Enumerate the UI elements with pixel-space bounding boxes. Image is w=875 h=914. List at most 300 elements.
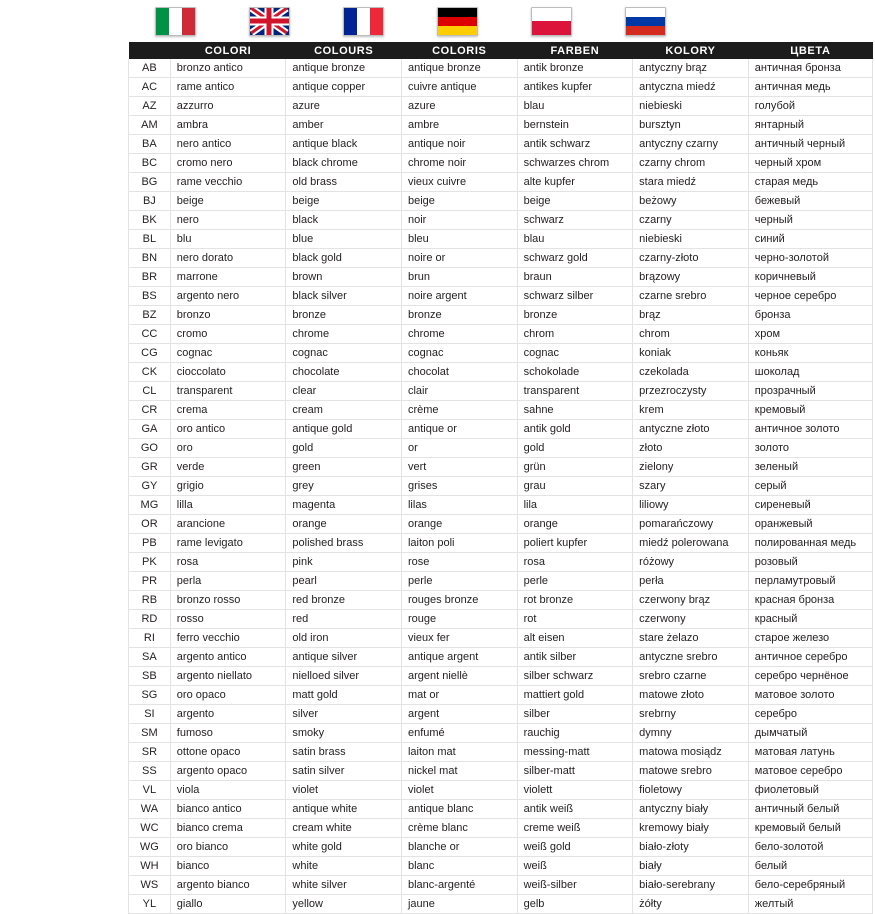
cell-code: BN [129, 249, 171, 268]
cell-french: azure [401, 97, 517, 116]
cell-french: clair [401, 382, 517, 401]
cell-italian: rame vecchio [170, 173, 286, 192]
cell-german: rosa [517, 553, 633, 572]
cell-english: silver [286, 705, 402, 724]
cell-polish: antyczne srebro [633, 648, 749, 667]
cell-code: YL [129, 895, 171, 914]
cell-russian: матовое золото [748, 686, 872, 705]
cell-german: antikes kupfer [517, 78, 633, 97]
table-row [129, 629, 873, 648]
table-row [129, 686, 873, 705]
cell-german: alte kupfer [517, 173, 633, 192]
cell-italian: bronzo rosso [170, 591, 286, 610]
cell-german: schwarz silber [517, 287, 633, 306]
cell-russian: дымчатый [748, 724, 872, 743]
cell-russian: шоколад [748, 363, 872, 382]
table-row [129, 819, 873, 838]
cell-russian: желтый [748, 895, 872, 914]
table-row [129, 439, 873, 458]
table-body [129, 59, 873, 914]
cell-english: antique black [286, 135, 402, 154]
cell-russian: матовое серебро [748, 762, 872, 781]
cell-french: vieux fer [401, 629, 517, 648]
table-row [129, 230, 873, 249]
flag-cell-france [316, 7, 410, 36]
cell-french: noire argent [401, 287, 517, 306]
cell-italian: bronzo [170, 306, 286, 325]
table-row [129, 591, 873, 610]
cell-english: clear [286, 382, 402, 401]
cell-english: nielloed silver [286, 667, 402, 686]
table-row [129, 857, 873, 876]
cell-russian: хром [748, 325, 872, 344]
table-row [129, 895, 873, 914]
cell-russian: античная медь [748, 78, 872, 97]
cell-french: chocolat [401, 363, 517, 382]
cell-code: GA [129, 420, 171, 439]
cell-german: blau [517, 230, 633, 249]
cell-code: WS [129, 876, 171, 895]
cell-french: vert [401, 458, 517, 477]
cell-german: messing-matt [517, 743, 633, 762]
cell-german: silber [517, 705, 633, 724]
cell-english: smoky [286, 724, 402, 743]
cell-russian: серебро чернёное [748, 667, 872, 686]
cell-german: sahne [517, 401, 633, 420]
column-header-english: COLOURS [286, 42, 402, 59]
cell-french: or [401, 439, 517, 458]
cell-code: CC [129, 325, 171, 344]
cell-french: ambre [401, 116, 517, 135]
cell-russian: прозрачный [748, 382, 872, 401]
cell-polish: czerwony [633, 610, 749, 629]
cell-polish: czarne srebro [633, 287, 749, 306]
cell-french: blanc-argenté [401, 876, 517, 895]
cell-polish: czerwony brąz [633, 591, 749, 610]
cell-italian: transparent [170, 382, 286, 401]
table-row [129, 781, 873, 800]
cell-english: antique silver [286, 648, 402, 667]
cell-italian: argento niellato [170, 667, 286, 686]
cell-code: CK [129, 363, 171, 382]
cell-german: grau [517, 477, 633, 496]
cell-english: cognac [286, 344, 402, 363]
table-row [129, 458, 873, 477]
cell-french: antique or [401, 420, 517, 439]
column-header-polish: KOLORY [633, 42, 749, 59]
cell-russian: черно-золотой [748, 249, 872, 268]
cell-code: GO [129, 439, 171, 458]
cell-polish: niebieski [633, 230, 749, 249]
cell-italian: lilla [170, 496, 286, 515]
cell-code: OR [129, 515, 171, 534]
cell-code: RD [129, 610, 171, 629]
table-header [129, 42, 873, 59]
table-row [129, 78, 873, 97]
cell-polish: perła [633, 572, 749, 591]
cell-russian: античный черный [748, 135, 872, 154]
cell-english: amber [286, 116, 402, 135]
cell-french: chrome [401, 325, 517, 344]
cell-italian: oro opaco [170, 686, 286, 705]
cell-french: blanche or [401, 838, 517, 857]
cell-english: pink [286, 553, 402, 572]
cell-code: BG [129, 173, 171, 192]
cell-english: matt gold [286, 686, 402, 705]
cell-code: CR [129, 401, 171, 420]
cell-english: gold [286, 439, 402, 458]
cell-english: grey [286, 477, 402, 496]
cell-german: schokolade [517, 363, 633, 382]
cell-french: orange [401, 515, 517, 534]
cell-code: WH [129, 857, 171, 876]
cell-russian: черное серебро [748, 287, 872, 306]
cell-english: white [286, 857, 402, 876]
cell-code: SS [129, 762, 171, 781]
cell-german: transparent [517, 382, 633, 401]
cell-german: gelb [517, 895, 633, 914]
cell-german: mattiert gold [517, 686, 633, 705]
cell-german: silber schwarz [517, 667, 633, 686]
cell-italian: nero dorato [170, 249, 286, 268]
table-row [129, 648, 873, 667]
cell-polish: antyczna miedź [633, 78, 749, 97]
cell-code: SI [129, 705, 171, 724]
flag-cell-united-kingdom [222, 7, 316, 36]
cell-german: cognac [517, 344, 633, 363]
cell-polish: niebieski [633, 97, 749, 116]
cell-german: weiß gold [517, 838, 633, 857]
cell-german: perle [517, 572, 633, 591]
cell-german: rot bronze [517, 591, 633, 610]
cell-italian: cognac [170, 344, 286, 363]
cell-english: antique bronze [286, 59, 402, 78]
cell-german: antik bronze [517, 59, 633, 78]
cell-code: RB [129, 591, 171, 610]
cell-russian: коньяк [748, 344, 872, 363]
cell-russian: бело-золотой [748, 838, 872, 857]
cell-italian: grigio [170, 477, 286, 496]
cell-polish: kremowy biały [633, 819, 749, 838]
cell-code: MG [129, 496, 171, 515]
cell-german: schwarz gold [517, 249, 633, 268]
cell-german: orange [517, 515, 633, 534]
cell-polish: koniak [633, 344, 749, 363]
cell-english: antique white [286, 800, 402, 819]
cell-russian: старое железо [748, 629, 872, 648]
table-row [129, 401, 873, 420]
cell-code: SB [129, 667, 171, 686]
cell-polish: czarny chrom [633, 154, 749, 173]
flag-germany-icon [437, 7, 478, 36]
cell-polish: biało-złoty [633, 838, 749, 857]
flags-row [0, 0, 875, 42]
cell-english: antique gold [286, 420, 402, 439]
cell-code: AZ [129, 97, 171, 116]
cell-code: SR [129, 743, 171, 762]
table-row [129, 306, 873, 325]
cell-russian: полированная медь [748, 534, 872, 553]
cell-polish: brąz [633, 306, 749, 325]
cell-french: violet [401, 781, 517, 800]
cell-italian: rosa [170, 553, 286, 572]
cell-code: SA [129, 648, 171, 667]
cell-italian: verde [170, 458, 286, 477]
cell-german: bernstein [517, 116, 633, 135]
cell-german: creme weiß [517, 819, 633, 838]
table-row [129, 667, 873, 686]
cell-english: black chrome [286, 154, 402, 173]
cell-russian: коричневый [748, 268, 872, 287]
flag-united-kingdom-icon [249, 7, 290, 36]
cell-code: BC [129, 154, 171, 173]
cell-russian: черный [748, 211, 872, 230]
cell-code: BZ [129, 306, 171, 325]
cell-english: white gold [286, 838, 402, 857]
cell-polish: żółty [633, 895, 749, 914]
cell-polish: antyczne złoto [633, 420, 749, 439]
table-row [129, 762, 873, 781]
cell-polish: stara miedź [633, 173, 749, 192]
table-row [129, 116, 873, 135]
cell-italian: ottone opaco [170, 743, 286, 762]
cell-code: BJ [129, 192, 171, 211]
cell-russian: перламутровый [748, 572, 872, 591]
cell-code: PR [129, 572, 171, 591]
cell-french: bronze [401, 306, 517, 325]
cell-french: brun [401, 268, 517, 287]
cell-english: bronze [286, 306, 402, 325]
cell-german: chrom [517, 325, 633, 344]
cell-polish: beżowy [633, 192, 749, 211]
cell-french: bleu [401, 230, 517, 249]
cell-russian: античная бронза [748, 59, 872, 78]
cell-code: BK [129, 211, 171, 230]
table-row [129, 534, 873, 553]
column-header-french: COLORIS [401, 42, 517, 59]
cell-english: old brass [286, 173, 402, 192]
cell-italian: ferro vecchio [170, 629, 286, 648]
cell-german: antik schwarz [517, 135, 633, 154]
cell-french: antique bronze [401, 59, 517, 78]
column-header-german: FARBEN [517, 42, 633, 59]
table-row [129, 800, 873, 819]
cell-code: BR [129, 268, 171, 287]
flag-cell-germany [410, 7, 504, 36]
table-row [129, 192, 873, 211]
cell-code: RI [129, 629, 171, 648]
cell-italian: cioccolato [170, 363, 286, 382]
cell-english: green [286, 458, 402, 477]
cell-french: rouges bronze [401, 591, 517, 610]
cell-english: satin silver [286, 762, 402, 781]
cell-polish: chrom [633, 325, 749, 344]
table-row [129, 724, 873, 743]
cell-russian: синий [748, 230, 872, 249]
cell-code: BL [129, 230, 171, 249]
cell-german: blau [517, 97, 633, 116]
cell-russian: кремовый [748, 401, 872, 420]
cell-polish: matowe srebro [633, 762, 749, 781]
cell-english: azure [286, 97, 402, 116]
table-row [129, 553, 873, 572]
cell-polish: zielony [633, 458, 749, 477]
cell-italian: ambra [170, 116, 286, 135]
cell-russian: янтарный [748, 116, 872, 135]
cell-russian: античное золото [748, 420, 872, 439]
cell-german: antik weiß [517, 800, 633, 819]
cell-polish: biało-serebrany [633, 876, 749, 895]
table-row [129, 97, 873, 116]
cell-italian: bianco [170, 857, 286, 876]
cell-russian: матовая латунь [748, 743, 872, 762]
table-row [129, 135, 873, 154]
cell-italian: argento [170, 705, 286, 724]
cell-russian: бело-серебряный [748, 876, 872, 895]
cell-english: polished brass [286, 534, 402, 553]
cell-german: violett [517, 781, 633, 800]
cell-french: laiton mat [401, 743, 517, 762]
cell-code: AB [129, 59, 171, 78]
cell-polish: brązowy [633, 268, 749, 287]
column-header-code [129, 42, 171, 59]
cell-code: CL [129, 382, 171, 401]
cell-french: laiton poli [401, 534, 517, 553]
cell-english: magenta [286, 496, 402, 515]
table-row [129, 515, 873, 534]
table-row [129, 249, 873, 268]
cell-russian: старая медь [748, 173, 872, 192]
cell-french: vieux cuivre [401, 173, 517, 192]
table-row [129, 344, 873, 363]
cell-russian: сиреневый [748, 496, 872, 515]
cell-english: satin brass [286, 743, 402, 762]
table-row [129, 477, 873, 496]
cell-french: noir [401, 211, 517, 230]
cell-english: blue [286, 230, 402, 249]
cell-french: antique blanc [401, 800, 517, 819]
cell-english: black [286, 211, 402, 230]
cell-german: silber-matt [517, 762, 633, 781]
cell-german: alt eisen [517, 629, 633, 648]
cell-french: blanc [401, 857, 517, 876]
cell-french: cognac [401, 344, 517, 363]
flag-france-icon [343, 7, 384, 36]
cell-french: rouge [401, 610, 517, 629]
cell-polish: przezroczysty [633, 382, 749, 401]
cell-italian: oro [170, 439, 286, 458]
cell-italian: argento bianco [170, 876, 286, 895]
cell-english: red [286, 610, 402, 629]
cell-polish: miedź polerowana [633, 534, 749, 553]
cell-german: poliert kupfer [517, 534, 633, 553]
cell-english: violet [286, 781, 402, 800]
cell-english: black silver [286, 287, 402, 306]
cell-english: beige [286, 192, 402, 211]
cell-italian: rame levigato [170, 534, 286, 553]
cell-german: schwarzes chrom [517, 154, 633, 173]
cell-code: WC [129, 819, 171, 838]
cell-russian: оранжевый [748, 515, 872, 534]
cell-french: argent niellè [401, 667, 517, 686]
cell-polish: srebrny [633, 705, 749, 724]
table-row [129, 268, 873, 287]
cell-french: beige [401, 192, 517, 211]
cell-italian: perla [170, 572, 286, 591]
cell-english: antique copper [286, 78, 402, 97]
flag-cell-russia [598, 7, 692, 36]
cell-italian: viola [170, 781, 286, 800]
cell-code: AC [129, 78, 171, 97]
cell-polish: szary [633, 477, 749, 496]
cell-polish: różowy [633, 553, 749, 572]
cell-italian: bianco crema [170, 819, 286, 838]
cell-english: cream white [286, 819, 402, 838]
table-header-row [129, 42, 873, 59]
cell-polish: antyczny czarny [633, 135, 749, 154]
cell-russian: бежевый [748, 192, 872, 211]
cell-italian: argento opaco [170, 762, 286, 781]
table-row [129, 154, 873, 173]
table-row [129, 610, 873, 629]
cell-french: rose [401, 553, 517, 572]
cell-code: PK [129, 553, 171, 572]
cell-italian: beige [170, 192, 286, 211]
table-row [129, 496, 873, 515]
cell-english: brown [286, 268, 402, 287]
cell-german: beige [517, 192, 633, 211]
color-translation-table [128, 42, 873, 914]
cell-french: perle [401, 572, 517, 591]
cell-polish: antyczny brąz [633, 59, 749, 78]
cell-polish: dymny [633, 724, 749, 743]
flag-russia-icon [625, 7, 666, 36]
cell-italian: azzurro [170, 97, 286, 116]
cell-polish: czarny-złoto [633, 249, 749, 268]
cell-italian: rame antico [170, 78, 286, 97]
cell-italian: cromo [170, 325, 286, 344]
cell-code: PB [129, 534, 171, 553]
table-row [129, 59, 873, 78]
cell-polish: fioletowy [633, 781, 749, 800]
cell-code: SM [129, 724, 171, 743]
column-header-russian: ЦВЕТА [748, 42, 872, 59]
cell-french: lilas [401, 496, 517, 515]
table-row [129, 287, 873, 306]
cell-english: pearl [286, 572, 402, 591]
table-row [129, 420, 873, 439]
table-row [129, 382, 873, 401]
cell-polish: bursztyn [633, 116, 749, 135]
table-row [129, 211, 873, 230]
cell-polish: czarny [633, 211, 749, 230]
table-row [129, 572, 873, 591]
cell-polish: złoto [633, 439, 749, 458]
cell-code: GR [129, 458, 171, 477]
cell-code: WA [129, 800, 171, 819]
cell-italian: argento nero [170, 287, 286, 306]
cell-italian: arancione [170, 515, 286, 534]
table-row [129, 705, 873, 724]
cell-italian: blu [170, 230, 286, 249]
cell-code: WG [129, 838, 171, 857]
cell-polish: matowe złoto [633, 686, 749, 705]
cell-german: weiß [517, 857, 633, 876]
cell-italian: fumoso [170, 724, 286, 743]
cell-polish: antyczny biały [633, 800, 749, 819]
flag-italy-icon [155, 7, 196, 36]
cell-english: orange [286, 515, 402, 534]
